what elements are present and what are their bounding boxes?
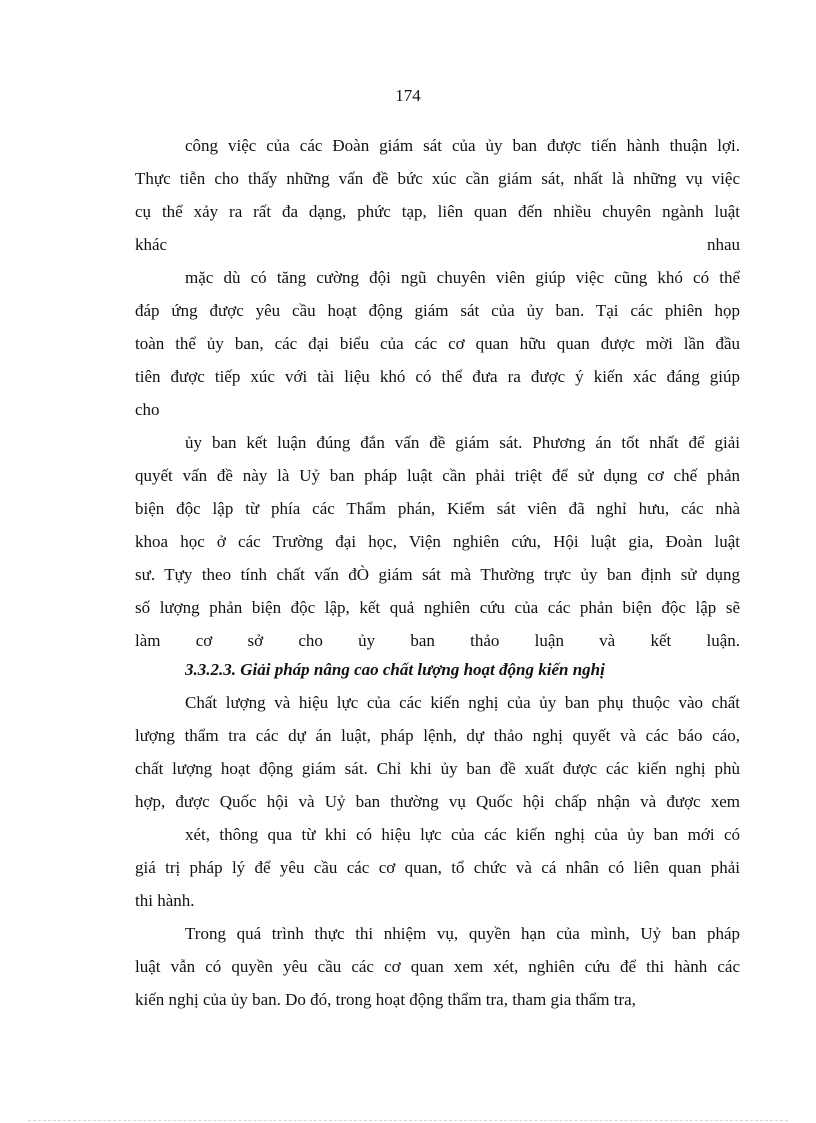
- section-heading: 3.3.2.3. Giải pháp nâng cao chất lượng hoạt động kiến nghị: [185, 660, 605, 679]
- text-line: số lượng phản biện độc lập, kết quả nghiên cứu của các phản biện độc lập sẽ: [135, 598, 740, 617]
- text-line: đáp ứng được yêu cầu hoạt động giám sát của ủy ban. Tại các phiên họp: [135, 301, 740, 320]
- text-line: lượng thẩm tra các dự án luật, pháp lệnh, dự thảo nghị quyết và các báo cáo,: [135, 726, 740, 745]
- text-line: mặc dù có tăng cường đội ngũ chuyên viên giúp việc cũng khó có thể: [185, 268, 740, 287]
- text-line: ủy ban kết luận đúng đắn vấn đề giám sát. Phương án tốt nhất để giải: [185, 433, 740, 452]
- page-bottom-divider: [28, 1120, 788, 1121]
- text-line: sư. Tựy theo tính chất vấn đÒ giám sát mà Thường trực ủy ban định sử dụng: [135, 565, 740, 584]
- text-line: công việc của các Đoàn giám sát của ủy ban được tiến hành thuận lợi.: [185, 136, 740, 155]
- text-line: tiên được tiếp xúc với tài liệu khó có thể đưa ra được ý kiến xác đáng giúp: [135, 367, 740, 386]
- text-line: khác nhau: [135, 235, 740, 254]
- text-line: kiến nghị của ủy ban. Do đó, trong hoạt động thẩm tra, tham gia thẩm tra,: [135, 990, 636, 1009]
- text-line: thi hành.: [135, 891, 195, 910]
- text-line: chất lượng hoạt động giám sát. Chỉ khi ủy ban đề xuất được các kiến nghị phù: [135, 759, 740, 778]
- text-line: làm cơ sở cho ủy ban thảo luận và kết luận.: [135, 631, 740, 650]
- text-line: hợp, được Quốc hội và Uỷ ban thường vụ Quốc hội chấp nhận và được xem: [135, 792, 740, 811]
- text-line: giá trị pháp lý để yêu cầu các cơ quan, tổ chức và cá nhân có liên quan phải: [135, 858, 740, 877]
- text-line: toàn thể ủy ban, các đại biểu của các cơ quan hữu quan được mời lần đầu: [135, 334, 740, 353]
- page-number: 174: [395, 86, 421, 105]
- text-line: biện độc lập từ phía các Thẩm phán, Kiểm sát viên đã nghỉ hưu, các nhà: [135, 499, 740, 518]
- text-line: khoa học ở các Trường đại học, Viện nghiên cứu, Hội luật gia, Đoàn luật: [135, 532, 740, 551]
- text-line: luật vẫn có quyền yêu cầu các cơ quan xem xét, nghiên cứu để thi hành các: [135, 957, 740, 976]
- text-line: cho: [135, 400, 160, 419]
- text-line: quyết vấn đề này là Uỷ ban pháp luật cần phải triệt để sử dụng cơ chế phản: [135, 466, 740, 485]
- text-line: Thực tiễn cho thấy những vấn đề bức xúc cần giám sát, nhất là những vụ việc: [135, 169, 740, 188]
- text-line: xét, thông qua từ khi có hiệu lực của các kiến nghị của ủy ban mới có: [185, 825, 740, 844]
- text-line: Chất lượng và hiệu lực của các kiến nghị của ủy ban phụ thuộc vào chất: [185, 693, 740, 712]
- text-line: cụ thể xảy ra rất đa dạng, phức tạp, liên quan đến nhiều chuyên ngành luật: [135, 202, 740, 221]
- text-line: Trong quá trình thực thi nhiệm vụ, quyền hạn của mình, Uỷ ban pháp: [185, 924, 740, 943]
